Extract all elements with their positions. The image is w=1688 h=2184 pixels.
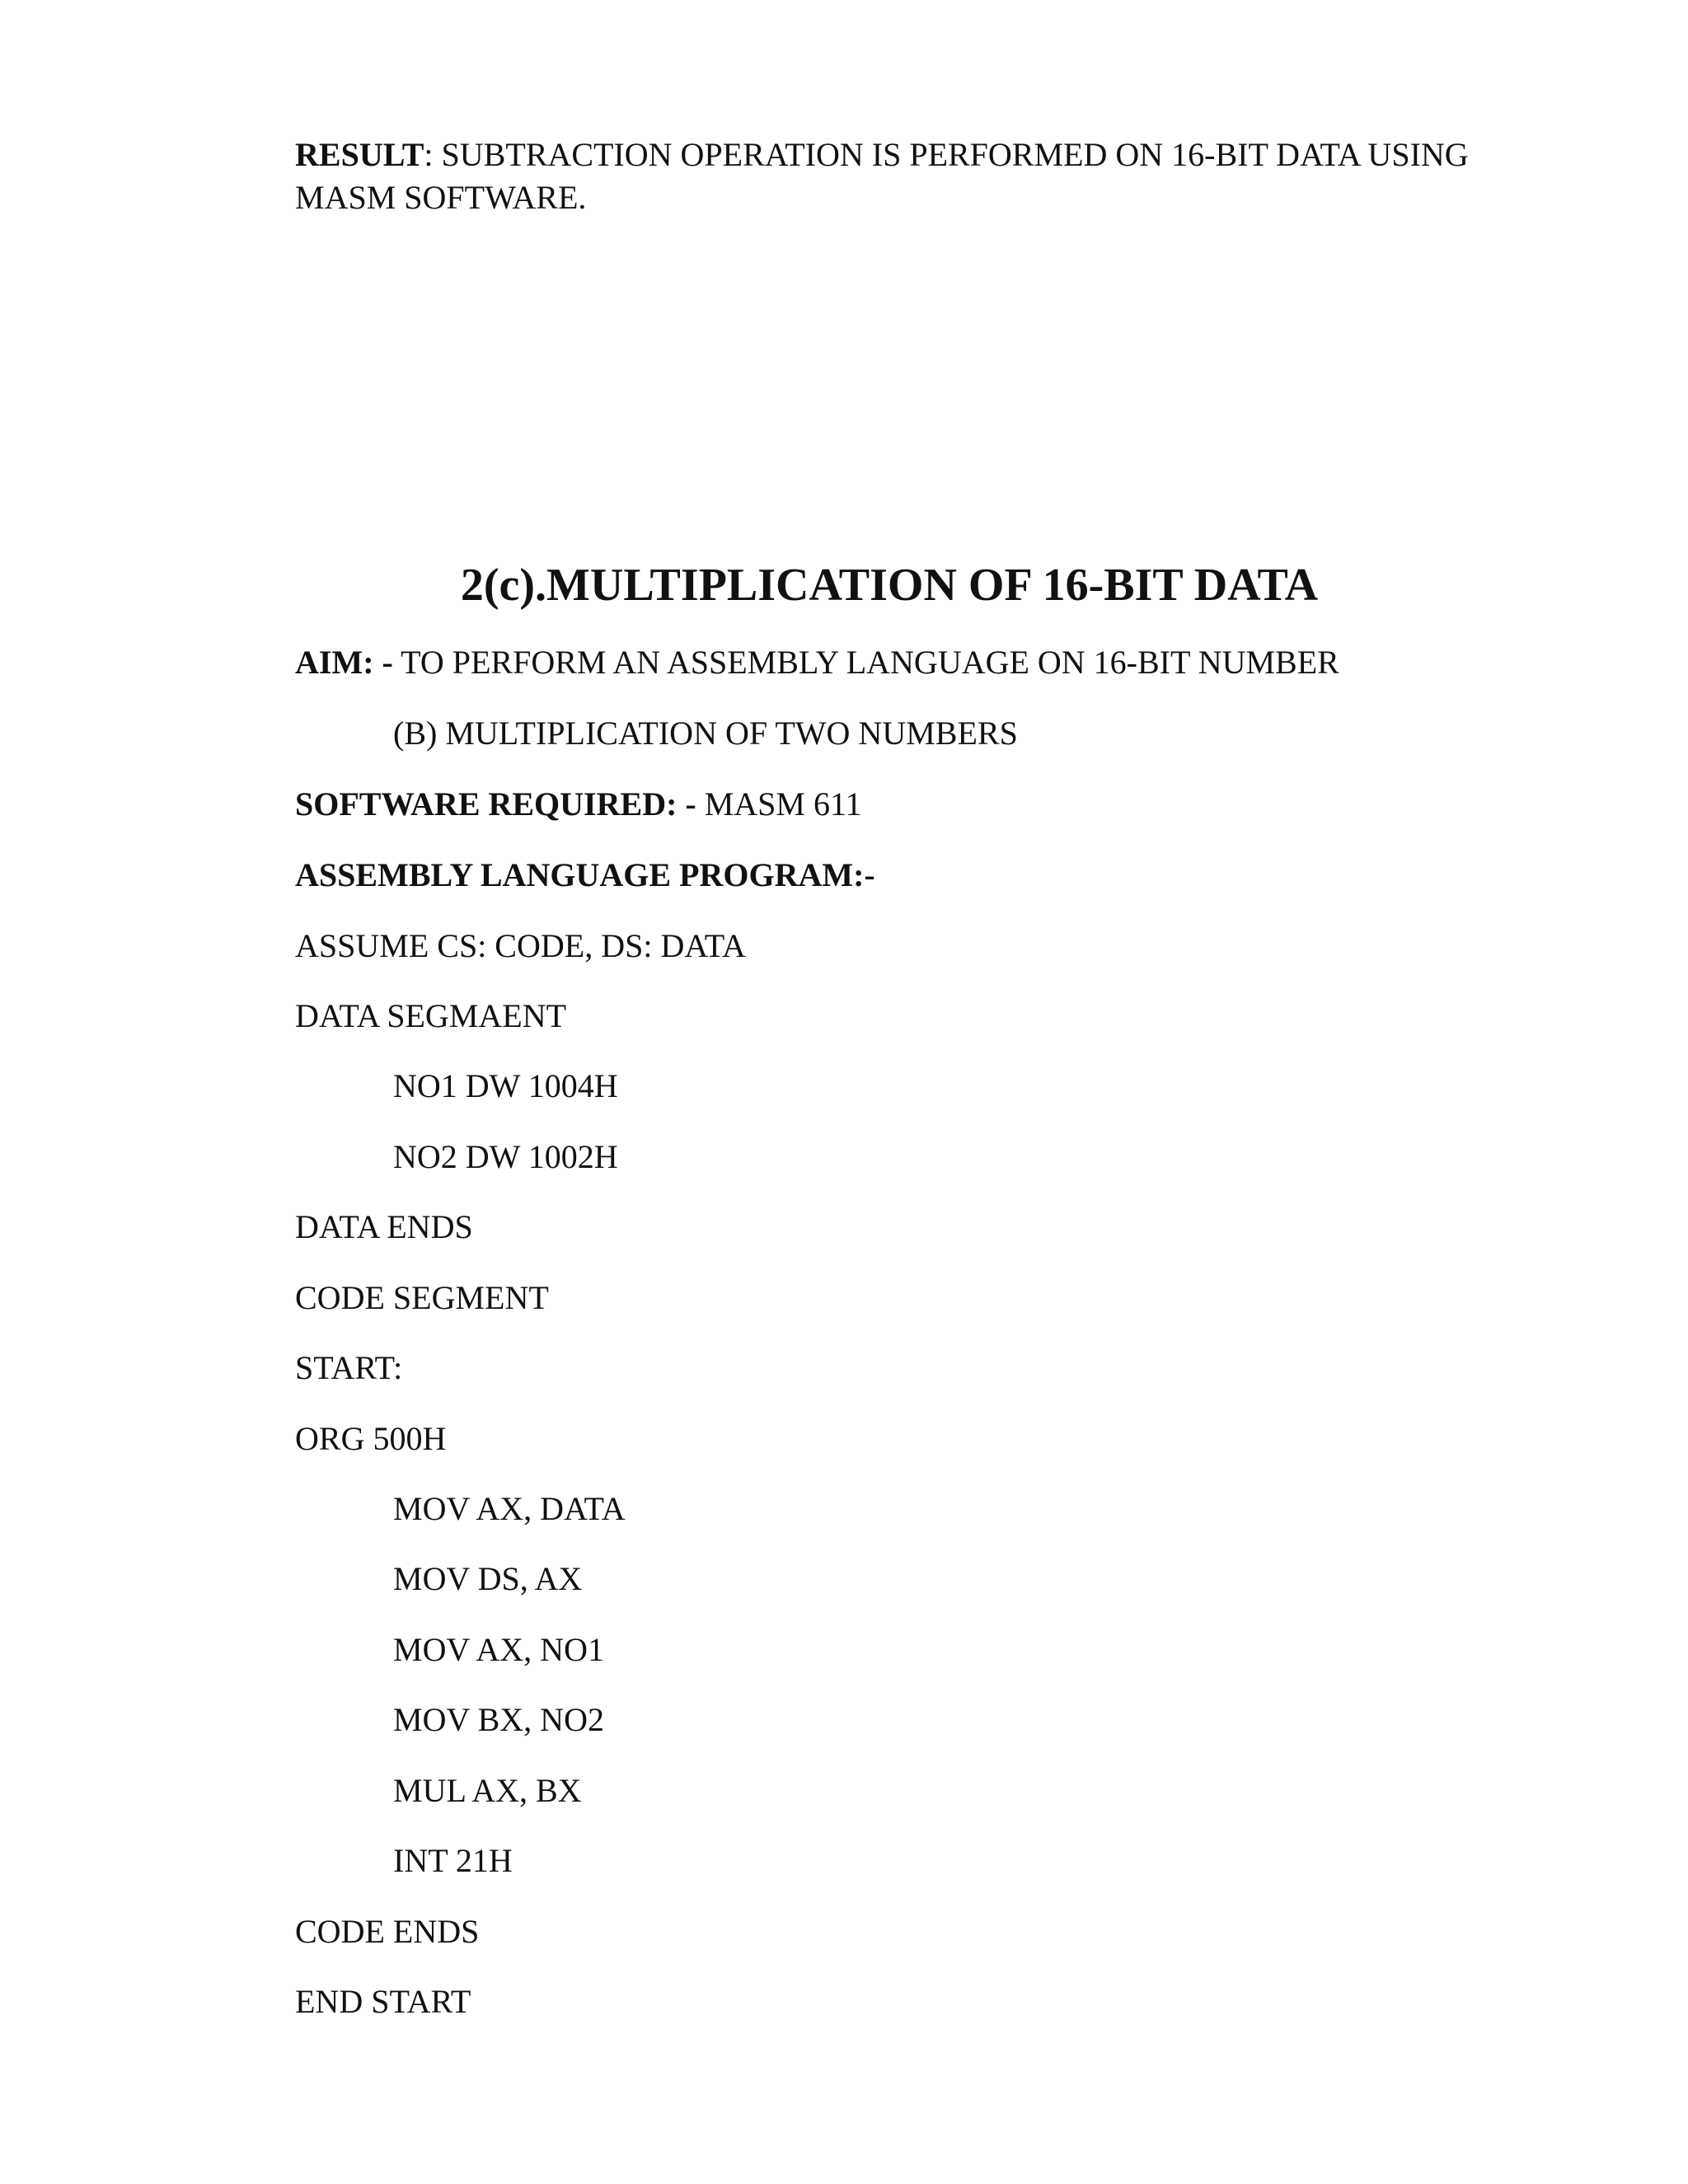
aim-label: AIM: - [295, 644, 393, 681]
code-line: MOV BX, NO2 [393, 1701, 604, 1738]
code-line: DATA SEGMAENT [295, 997, 567, 1034]
code-line: MOV AX, NO1 [393, 1631, 604, 1668]
result-text: : SUBTRACTION OPERATION IS PERFORMED ON 16-BIT DATA USING MASM SOFTWARE. [295, 136, 1469, 216]
section-heading: 2(c).MULTIPLICATION OF 16-BIT DATA [460, 560, 1319, 611]
code-line: CODE SEGMENT [295, 1279, 549, 1316]
code-line: DATA ENDS [295, 1208, 473, 1245]
code-line: MUL AX, BX [393, 1772, 582, 1809]
result-paragraph [295, 134, 1490, 219]
code-line: START: [295, 1349, 403, 1386]
code-line: ASSUME CS: CODE, DS: DATA [295, 927, 746, 964]
aim-subline: (B) MULTIPLICATION OF TWO NUMBERS [393, 715, 1018, 752]
code-line: INT 21H [393, 1842, 513, 1879]
code-line: ORG 500H [295, 1420, 447, 1457]
aim-line [295, 641, 1339, 684]
result-label: RESULT [295, 136, 424, 173]
software-label: SOFTWARE REQUIRED: - [295, 785, 696, 823]
code-line: MOV DS, AX [393, 1560, 583, 1597]
software-line [295, 783, 862, 826]
code-line: NO2 DW 1002H [393, 1138, 618, 1175]
code-line: NO1 DW 1004H [393, 1067, 618, 1104]
code-line: END START [295, 1983, 471, 2020]
program-label: ASSEMBLY LANGUAGE PROGRAM:- [295, 856, 875, 893]
software-value: MASM 611 [696, 785, 862, 823]
code-line: MOV AX, DATA [393, 1490, 626, 1527]
aim-text: TO PERFORM AN ASSEMBLY LANGUAGE ON 16-BIT NUMBER [392, 644, 1339, 681]
code-line: CODE ENDS [295, 1913, 480, 1950]
